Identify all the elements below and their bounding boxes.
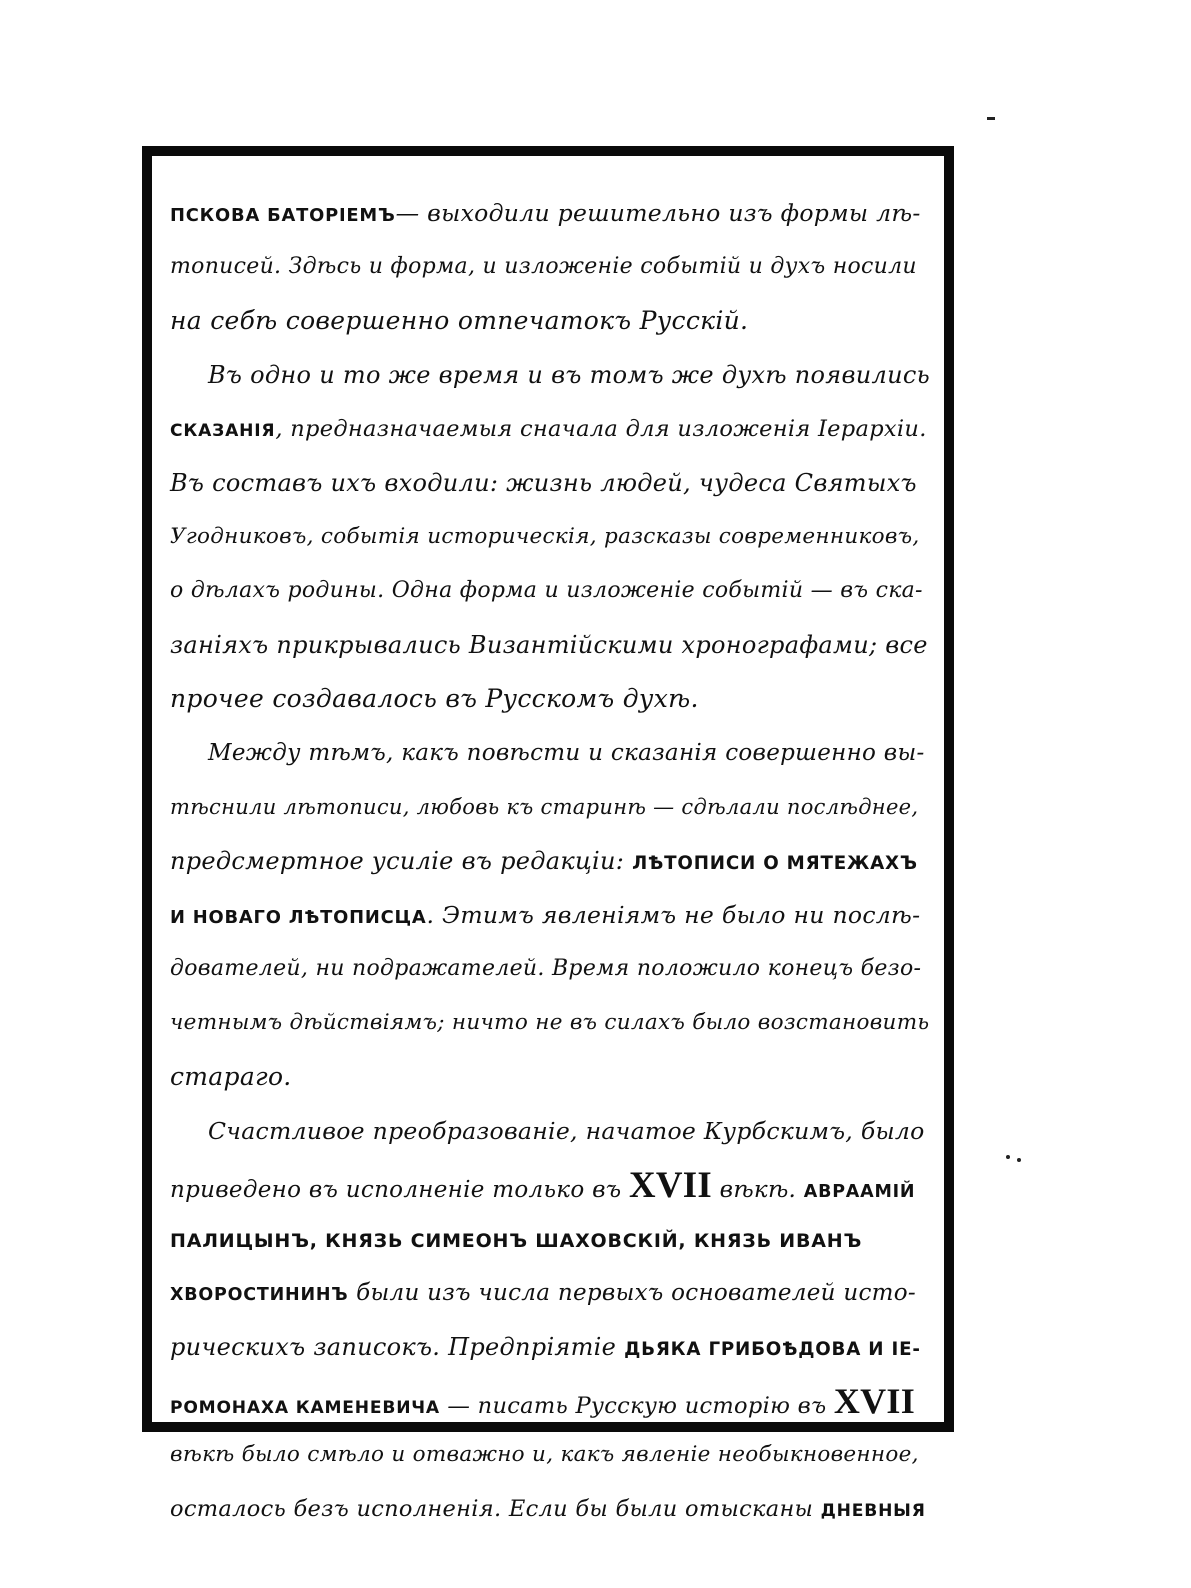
script-text: Въ одно и то же время и въ томъ же духѣ появились: [208, 361, 930, 389]
text-line: [170, 1212, 930, 1266]
text-line: [170, 942, 930, 996]
script-text: , предназначаемыя сначала для изложенія Іерархіи.: [275, 416, 927, 442]
script-text: предсмертное усиліе въ редакціи:: [170, 847, 633, 875]
small-caps-text: СКАЗАНІЯ: [170, 421, 276, 441]
small-caps-text: ДНЕВНЫЯ: [820, 1501, 926, 1521]
text-line: [170, 1266, 930, 1320]
text-line: [170, 564, 930, 618]
text-line: [170, 780, 930, 834]
text-line: [170, 996, 930, 1050]
script-text: тѣснили лѣтописи, любовь къ старинѣ — сдѣлали послѣднее,: [170, 795, 919, 819]
script-text: дователей, ни подражателей. Время положило конецъ безо-: [170, 956, 922, 981]
text-line: [170, 456, 930, 510]
script-text: приведено въ исполненіе только въ: [170, 1177, 630, 1203]
script-text: Между тѣмъ, какъ повѣсти и сказанія совершенно вы-: [208, 740, 925, 766]
text-line: [170, 186, 930, 240]
text-line: [170, 1482, 930, 1536]
script-text: были изъ числа первыхъ основателей исто-: [348, 1280, 916, 1306]
text-line: [170, 402, 930, 456]
script-text: тописей. Здѣсь и форма, и изложеніе событій и духъ носили: [170, 254, 917, 279]
text-line: [170, 1320, 930, 1374]
small-caps-text: И НОВАГО ЛѢТОПИСЦА: [170, 907, 427, 928]
script-text: на себѣ совершенно отпечатокъ Русскій.: [170, 306, 749, 335]
script-text: Счастливое преобразованіе, начатое Курбскимъ, было: [208, 1117, 925, 1145]
ornamental-border: [142, 146, 954, 1522]
stray-dot: [1006, 1155, 1010, 1159]
script-text: прочее создавалось въ Русскомъ духѣ.: [170, 684, 699, 713]
script-text: заніяхъ прикрывались Византійскими хронографами; все: [170, 631, 928, 659]
script-text: Угодниковъ, событія историческія, разсказы современниковъ,: [170, 524, 920, 549]
small-caps-text: ЛѢТОПИСИ О МЯТЕЖАХЪ: [632, 853, 918, 874]
script-text: осталось безъ исполненія. Если бы были отысканы: [170, 1496, 821, 1522]
text-line: [170, 1050, 930, 1104]
text-line: [170, 510, 930, 564]
script-text: . Этимъ явленіямъ не было ни послѣ-: [426, 901, 921, 929]
small-caps-text: ПАЛИЦЫНЪ, КНЯЗЬ СИМЕОНЪ ШАХОВСКІЙ, КНЯЗЬ ИВАНЪ: [170, 1230, 863, 1252]
text-line: [170, 1158, 930, 1212]
text-line: [170, 672, 930, 726]
script-text: о дѣлахъ родины. Одна форма и изложеніе событій — въ ска-: [170, 578, 923, 603]
roman-numeral: XVII: [833, 1381, 916, 1421]
script-text: рическихъ записокъ. Предпріятіе: [170, 1333, 625, 1361]
roman-numeral: XVII: [629, 1164, 713, 1205]
script-text: четнымъ дѣйствіямъ; ничто не въ силахъ было возстановить: [170, 1010, 930, 1035]
stray-mark: [987, 117, 995, 120]
script-text: — писать Русскую исторію въ: [439, 1393, 834, 1419]
small-caps-text: ХВОРОСТИНИНЪ: [170, 1285, 349, 1305]
text-line: [170, 240, 930, 294]
text-line: [170, 1374, 930, 1428]
text-line: [170, 888, 930, 942]
script-text: Въ составъ ихъ входили: жизнь людей, чудеса Святыхъ: [170, 469, 917, 497]
text-line: [170, 618, 930, 672]
small-caps-text: АВРААМІЙ: [803, 1182, 916, 1202]
script-text: — выходили решительно изъ формы лѣ-: [395, 199, 921, 227]
text-line: [170, 1104, 930, 1158]
stray-dot: [1017, 1158, 1021, 1162]
page-text-block: [170, 186, 930, 1522]
text-line: [170, 834, 930, 888]
text-line: [170, 1428, 930, 1482]
script-text: вѣкѣ было смѣло и отважно и, какъ явленіе необыкновенное,: [170, 1442, 919, 1467]
small-caps-text: ПСКОВА БАТОРІЕМЪ: [170, 205, 396, 226]
small-caps-text: РОМОНАХА КАМЕНЕВИЧА: [170, 1398, 440, 1418]
script-text: стараго.: [170, 1062, 292, 1091]
small-caps-text: ДЬЯКА ГРИБОѢДОВА И ІЕ-: [624, 1339, 921, 1360]
text-line: [170, 294, 930, 348]
script-text: вѣкѣ.: [712, 1177, 804, 1203]
text-line: [170, 348, 930, 402]
text-line: [170, 726, 930, 780]
